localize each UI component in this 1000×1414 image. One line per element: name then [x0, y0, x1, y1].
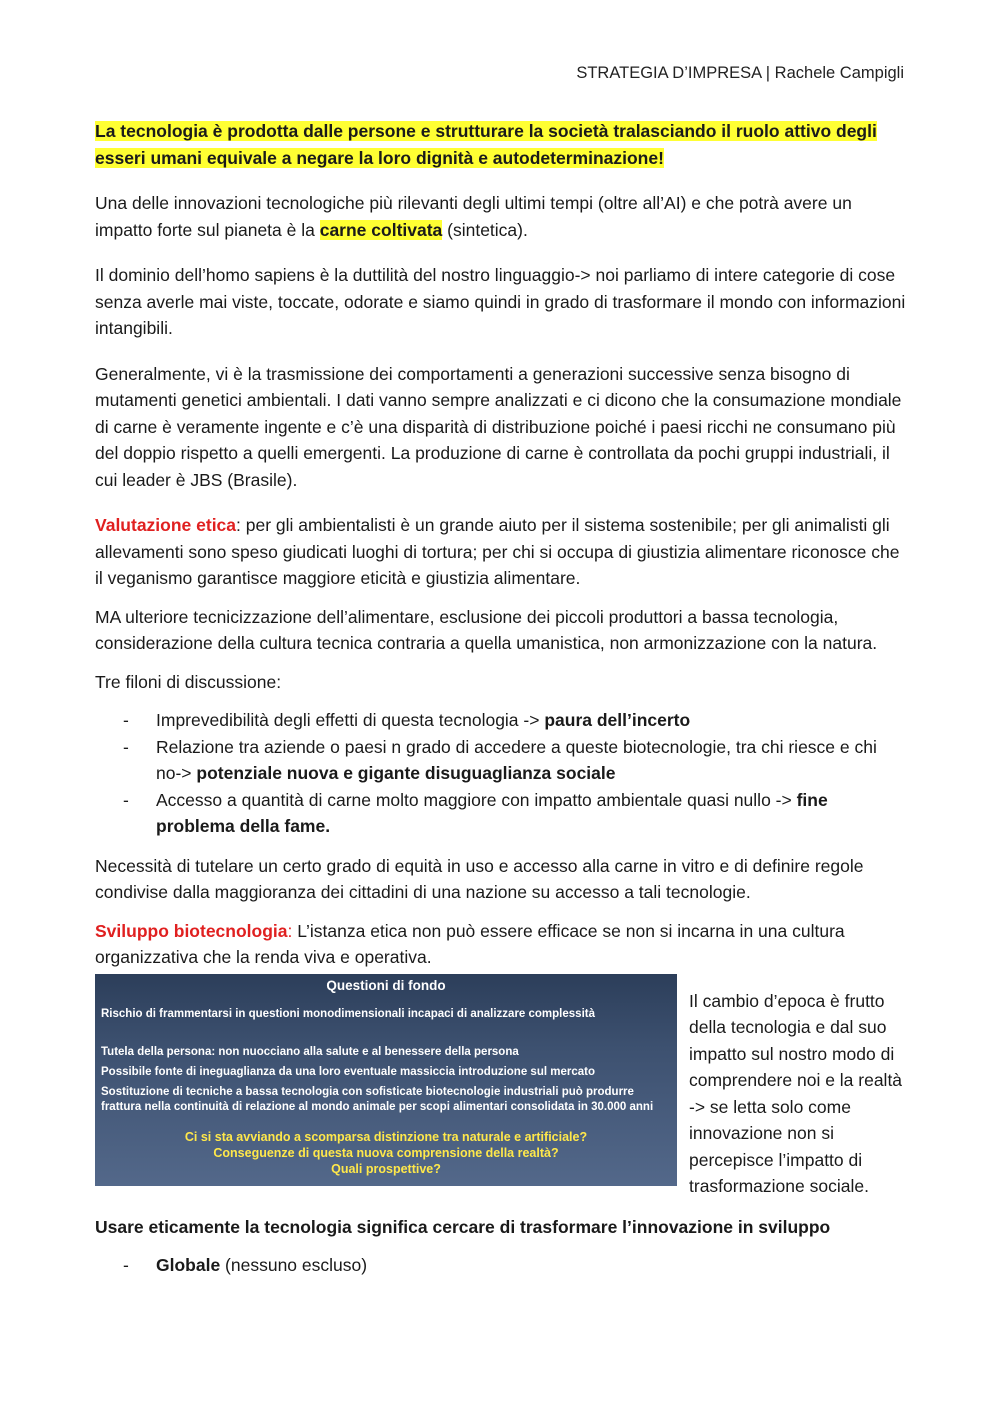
- figure-row: [95, 974, 907, 1214]
- slide-image-questioni-di-fondo: [95, 974, 677, 1186]
- paragraph-valutazione-etica: Valutazione etica: per gli ambientalisti è un grande aiuto per il sistema sostenibile; per gli animalisti gli allevamenti sono speso giudicati luoghi di tortura; per chi si occupa di giustizia alimentare riconosce che il veganismo garantisce maggiore eticità e giustizia alimentare.: [95, 515, 900, 588]
- paragraph-usare-eticamente: Usare eticamente la tecnologia significa cercare di trasformare l’innovazione in sviluppo: [95, 1216, 831, 1237]
- paragraph-equita: Necessità di tutelare un certo grado di equità in uso e accesso alla carne in vitro e di definire regole condivise dalla maggioranza dei cittadini di una nazione su accesso a tali tecnologie.: [95, 855, 864, 902]
- document-body: [95, 118, 907, 1292]
- slide-question: Quali prospettive?: [331, 1161, 441, 1176]
- label-sviluppo-biotecnologia: Sviluppo biotecnologia: [95, 920, 288, 941]
- list-item: - Relazione tra aziende o paesi n grado di accedere a queste biotecnologie, tra chi riesce e chi no-> potenziale nuova e gigante disuguaglianza sociale: [123, 736, 877, 783]
- paragraph-tre-filoni: Tre filoni di discussione:: [95, 671, 282, 692]
- paragraph-ma: MA ulteriore tecnicizzazione dell’alimentare, esclusione dei piccoli produttori a bassa tecnologia, considerazione della cultura tecnica contraria a quella umanistica, non armonizzazione con la natura.: [95, 606, 878, 653]
- paragraph-trasmissione: Generalmente, vi è la trasmissione dei comportamenti a generazioni successive senza bisogno di mutamenti genetici ambientali. I dati vanno sempre analizzati e ci dicono che la consumazione mondiale di carne è veramente ingente e c’è una disparità di distribuzione poiché i paesi ricchi ne consumano più del doppio rispetto a quelli emergenti. La produzione di carne è controllata da pochi gruppi industriali, il cui leader è JBS (Brasile).: [95, 363, 902, 490]
- list-item: - Imprevedibilità degli effetti di questa tecnologia -> paura dell’incerto: [123, 710, 691, 730]
- intro-highlight-paragraph: [95, 118, 907, 171]
- paragraph-sviluppo-biotecnologia: Sviluppo biotecnologia: L’istanza etica non può essere efficace se non si incarna in una cultura organizzativa che la renda viva e operativa.: [95, 920, 845, 967]
- label-valutazione-etica: Valutazione etica: [95, 515, 237, 535]
- slide-line: Rischio di frammentarsi in questioni monodimensionali incapaci di analizzare complessità: [101, 1007, 595, 1020]
- paragraph-carne-coltivata: Una delle innovazioni tecnologiche più rilevanti degli ultimi tempi (oltre all’AI) e che potrà avere un impatto forte sul pianeta è la carne coltivata (sintetica).: [95, 193, 852, 240]
- side-text: Il cambio d’epoca è frutto della tecnologia e dal suo impatto sul nostro modo di comprendere noi e la realtà -> se letta solo come innovazione non si percepisce l’impatto di trasformazione sociale.: [689, 990, 903, 1196]
- paragraph-homo-sapiens: Il dominio dell’homo sapiens è la duttilità del nostro linguaggio-> noi parliamo di intere categorie di cose senza averle mai viste, toccate, odorate e siamo quindi in grado di trasformare il mondo con informazioni intangibili.: [95, 265, 906, 338]
- discussion-list: [95, 707, 907, 840]
- slide-line: Possibile fonte di ineguaglianza da una loro eventuale massiccia introduzione sul mercato: [101, 1065, 595, 1078]
- slide-question: Conseguenze di questa nuova comprensione della realtà?: [213, 1145, 559, 1160]
- list-item: - Globale (nessuno escluso): [123, 1255, 368, 1275]
- slide-title: Questioni di fondo: [326, 977, 446, 993]
- sviluppo-list: [95, 1252, 907, 1279]
- page-header: STRATEGIA D’IMPRESA | Rachele Campigli: [576, 64, 904, 82]
- list-item: - Accesso a quantità di carne molto maggiore con impatto ambientale quasi nullo -> fine problema della fame.: [123, 789, 828, 836]
- slide-line: Sostituzione di tecniche a bassa tecnologia con sofisticate biotecnologie industriali può produrre frattura nella continuità di relazione al mondo animale per scopi alimentari consolidata in 30.000 anni: [101, 1085, 654, 1113]
- slide-question: Ci si sta avviando a scomparsa distinzione tra naturale e artificiale?: [184, 1129, 588, 1144]
- slide-line: Tutela della persona: non nuocciano alla salute e al benessere della persona: [101, 1045, 519, 1058]
- intro-highlight-text: La tecnologia è prodotta dalle persone e strutturare la società tralasciando il ruolo attivo degli esseri umani equivale a negare la loro dignità e autodeterminazione!: [95, 121, 877, 168]
- highlight-carne-coltivata: carne coltivata: [319, 219, 443, 240]
